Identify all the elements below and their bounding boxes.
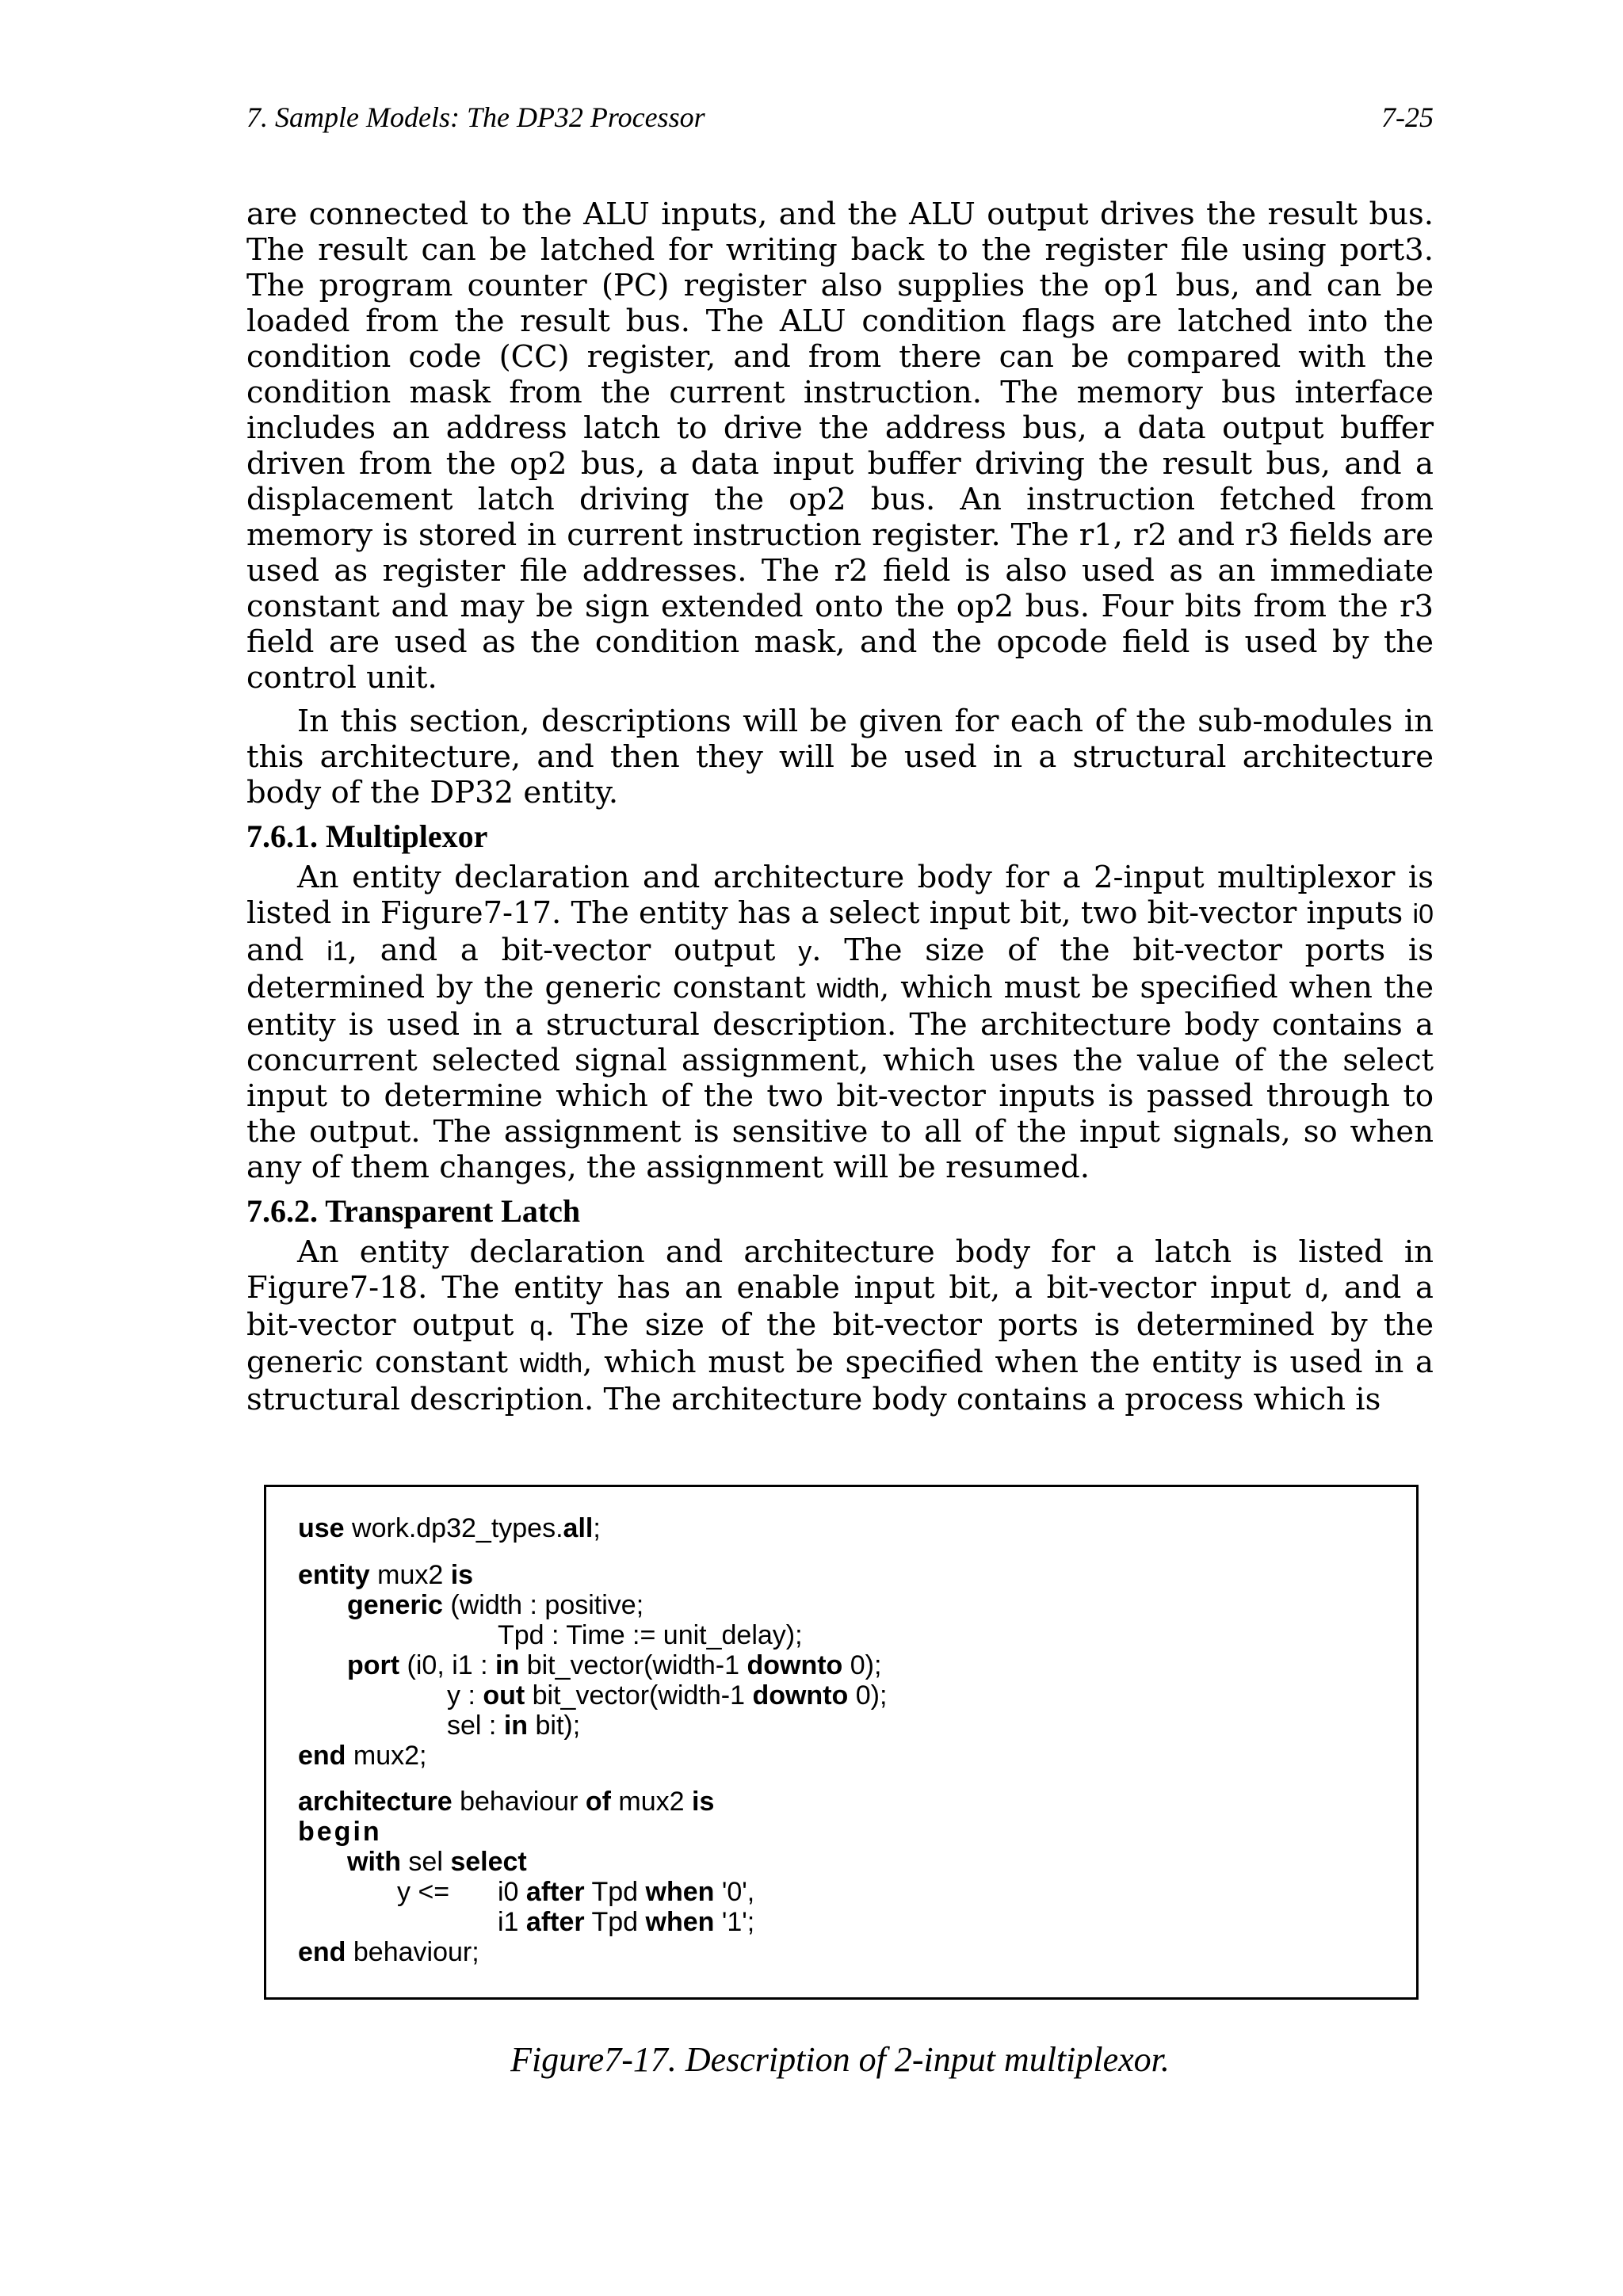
code-text: bit); bbox=[528, 1711, 581, 1741]
code-keyword: of bbox=[585, 1787, 611, 1817]
code-line bbox=[447, 1711, 580, 1741]
code-term: d bbox=[1304, 1274, 1320, 1304]
code-line bbox=[347, 1590, 643, 1620]
code-text: mux2; bbox=[346, 1741, 427, 1771]
code-text: 0); bbox=[848, 1680, 888, 1711]
code-text: 0); bbox=[842, 1650, 882, 1680]
code-keyword: all bbox=[563, 1513, 594, 1543]
code-line bbox=[298, 1817, 382, 1847]
code-line bbox=[298, 1741, 427, 1771]
code-keyword: port bbox=[347, 1650, 400, 1680]
code-keyword: entity bbox=[298, 1560, 370, 1590]
code-line bbox=[447, 1680, 887, 1711]
code-text: work.dp32_types. bbox=[344, 1513, 563, 1543]
code-line bbox=[498, 1620, 803, 1650]
figure-caption: Figure7-17. Description of 2-input multiplexor. bbox=[510, 2040, 1170, 2079]
text-run: , and a bit-vector output bbox=[246, 1270, 1434, 1343]
code-keyword: is bbox=[692, 1787, 715, 1817]
code-keyword: when bbox=[645, 1877, 715, 1907]
code-line bbox=[298, 1937, 479, 1967]
text-run: , and a bit-vector output bbox=[347, 933, 799, 968]
text-run: An entity declaration and architecture body for a 2-input multiplexor is listed in Figure7-17. The entity has a select input bit, two bit-vector inputs bbox=[246, 860, 1434, 931]
code-keyword: downto bbox=[752, 1680, 849, 1711]
code-term: i0 bbox=[1412, 899, 1434, 929]
code-term: q bbox=[529, 1311, 545, 1341]
code-text: Tpd bbox=[584, 1877, 646, 1907]
code-text: Tpd bbox=[584, 1907, 646, 1937]
code-keyword: generic bbox=[347, 1590, 443, 1620]
code-text: i1 bbox=[498, 1907, 526, 1937]
paragraph-overview: In this section, descriptions will be given for each of the sub-modules in this architecture, and then they will be used in a structural architecture body of the DP32 entity. bbox=[246, 704, 1434, 810]
code-text: Tpd : Time := unit_delay); bbox=[498, 1620, 803, 1650]
text-run: , which must be specified when the entity is used in a structural description. The architecture body contains a process which is bbox=[246, 1344, 1434, 1417]
code-line bbox=[498, 1907, 754, 1937]
code-text: (i0, i1 : bbox=[399, 1650, 496, 1680]
code-text: behaviour bbox=[452, 1787, 586, 1817]
code-keyword: out bbox=[483, 1680, 525, 1711]
code-line bbox=[347, 1847, 527, 1877]
paragraph-multiplexor bbox=[246, 860, 1434, 1185]
code-line bbox=[298, 1513, 601, 1543]
code-text: sel bbox=[400, 1847, 451, 1877]
code-keyword: when bbox=[645, 1907, 715, 1937]
page-number: 7-25 bbox=[1381, 101, 1434, 133]
code-text: bit_vector(width-1 bbox=[525, 1680, 753, 1711]
code-keyword: begin bbox=[298, 1817, 382, 1847]
code-text: '1'; bbox=[714, 1907, 755, 1937]
code-keyword: downto bbox=[747, 1650, 843, 1680]
body-text bbox=[246, 196, 1434, 1425]
heading-multiplexor: 7.6.1. Multiplexor bbox=[246, 818, 488, 854]
code-text: ; bbox=[593, 1513, 601, 1543]
chapter-title: 7. Sample Models: The DP32 Processor bbox=[246, 101, 705, 133]
code-line bbox=[298, 1560, 473, 1590]
code-keyword: in bbox=[503, 1711, 529, 1741]
code-listing-box bbox=[264, 1485, 1419, 2000]
code-term: width bbox=[519, 1348, 583, 1379]
code-keyword: end bbox=[298, 1937, 346, 1967]
code-text: behaviour; bbox=[346, 1937, 479, 1967]
code-text: bit_vector(width-1 bbox=[519, 1650, 747, 1680]
code-line bbox=[347, 1650, 881, 1680]
code-keyword: with bbox=[347, 1847, 401, 1877]
code-term: i1 bbox=[327, 936, 348, 967]
code-keyword: in bbox=[495, 1650, 520, 1680]
code-line bbox=[397, 1877, 449, 1907]
text-run: . The size of the bit-vector ports is determined by the generic constant bbox=[246, 1307, 1434, 1380]
text-run: An entity declaration and architecture body for a latch is listed in Figure7-18. The entity has an enable input bit, a bit-vector input bbox=[246, 1234, 1434, 1306]
code-text: mux2 bbox=[369, 1560, 451, 1590]
code-keyword: architecture bbox=[298, 1787, 453, 1817]
code-text: y <= bbox=[397, 1877, 450, 1907]
code-text: (width : positive; bbox=[442, 1590, 644, 1620]
text-run: and bbox=[246, 933, 327, 968]
code-keyword: select bbox=[450, 1847, 527, 1877]
code-line bbox=[298, 1787, 714, 1817]
code-keyword: after bbox=[525, 1907, 585, 1937]
code-text: y : bbox=[447, 1680, 483, 1711]
paragraph-intro: are connected to the ALU inputs, and the ALU output drives the result bus. The result can be latched for writing back to the register file using port3. The program counter (PC) register also supplies the op1 bus, and can be loaded from the result bus. The ALU condition flags are latched into the condition code (CC) register, and from there can be compared with the condition mask from the current instruction. The memory bus interface includes an address latch to drive the address bus, a data output buffer driven from the op2 bus, a data input buffer driving the result bus, and a displacement latch driving the op2 bus. An instruction fetched from memory is stored in current instruction register. The r1, r2 and r3 fields are used as register file addresses. The r2 field is also used as an immediate constant and may be sign extended onto the op2 bus. Four bits from the r3 field are used as the condition mask, and the opcode field is used by the control unit. bbox=[246, 196, 1434, 696]
running-head bbox=[246, 97, 1434, 138]
code-term: width bbox=[816, 974, 880, 1004]
code-term: y bbox=[798, 936, 812, 967]
heading-transparent-latch: 7.6.2. Transparent Latch bbox=[246, 1193, 581, 1229]
code-text: mux2 bbox=[610, 1787, 693, 1817]
code-keyword: use bbox=[298, 1513, 345, 1543]
code-keyword: after bbox=[525, 1877, 585, 1907]
code-keyword: end bbox=[298, 1741, 346, 1771]
code-text: '0', bbox=[714, 1877, 755, 1907]
text-run: . The size of the bit-vector ports is determined by the generic constant bbox=[246, 933, 1434, 1005]
code-keyword: is bbox=[450, 1560, 474, 1590]
paragraph-latch bbox=[246, 1234, 1434, 1417]
text-run: , which must be specified when the entity is used in a structural description. The architecture body contains a concurrent selected signal assignment, which uses the value of the select input to determine which of the two bit-vector inputs is passed through to the output. The assignment is sensitive to all of the input signals, so when any of them changes, the assignment will be resumed. bbox=[246, 970, 1434, 1185]
code-text: sel : bbox=[447, 1711, 504, 1741]
code-line bbox=[498, 1877, 754, 1907]
code-text: i0 bbox=[498, 1877, 526, 1907]
